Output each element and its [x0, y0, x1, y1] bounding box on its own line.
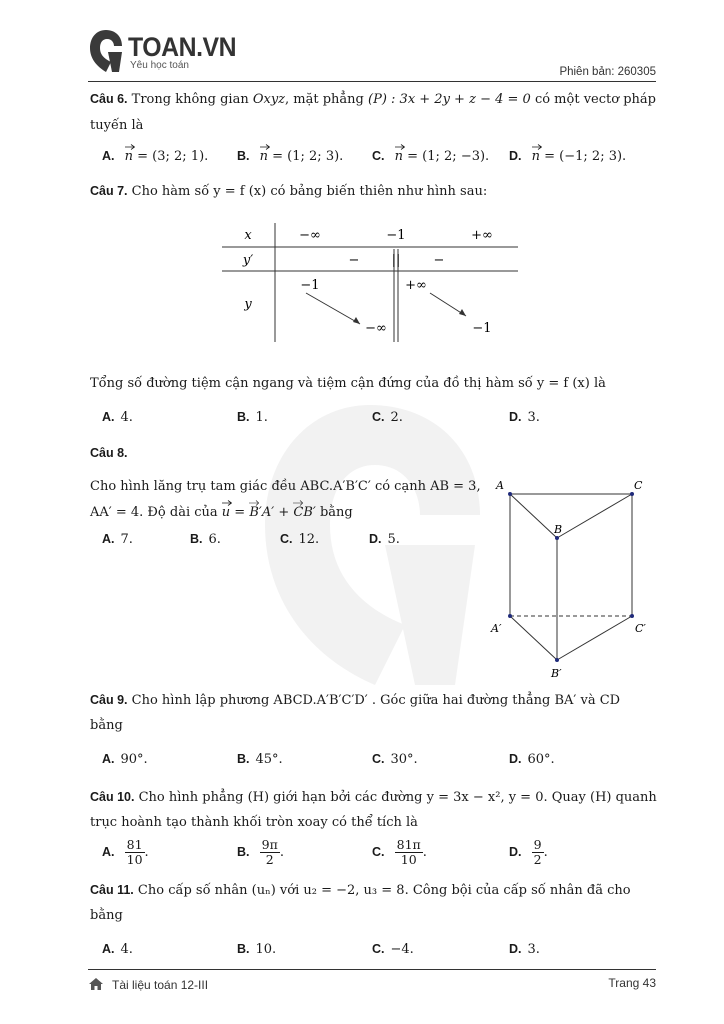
- table-x-value: +∞: [471, 228, 493, 243]
- label-C: C: [634, 479, 643, 492]
- q9-label: Câu 9.: [90, 693, 128, 707]
- vector-arrow-icon: [293, 500, 303, 506]
- q10-option-d[interactable]: D. $\frac{9}{2}$ .: [509, 837, 548, 867]
- q9-option-c[interactable]: C. 30°.: [372, 752, 418, 767]
- label-B: B: [554, 523, 563, 536]
- table-y-value: +∞: [405, 278, 427, 293]
- q7-option-a[interactable]: A. 4.: [102, 410, 133, 425]
- q7-option-b[interactable]: B. 1.: [237, 410, 268, 425]
- vertex-B1: [555, 658, 559, 662]
- q10-option-c[interactable]: C. $\frac{81\pi}{10}$ .: [372, 837, 427, 867]
- q11-option-c[interactable]: C. −4.: [372, 942, 414, 957]
- q10-line1: Câu 10. Cho hình phẳng (H) giới hạn bởi các đường y = 3x − x², y = 0. Quay (H) quanh: [90, 790, 657, 805]
- q10-option-b[interactable]: B. $\frac{9\pi}{2}$ .: [237, 837, 284, 867]
- q9-option-b[interactable]: B. 45°.: [237, 752, 283, 767]
- page-number: Trang 43: [608, 976, 656, 990]
- table-y-label: y: [244, 297, 252, 312]
- label-B1: B′: [551, 667, 562, 680]
- table-sign: ||: [391, 253, 401, 268]
- q7-option-d[interactable]: D. 3.: [509, 410, 540, 425]
- edge-C1B1: [557, 616, 632, 660]
- q6-option-a[interactable]: A. n = (3; 2; 1).: [102, 149, 208, 164]
- vertex-C: [630, 492, 634, 496]
- q11-option-b[interactable]: B. 10.: [237, 942, 277, 957]
- q9-line1: Câu 9. Cho hình lập phương ABCD.A′B′C′D′ . Góc giữa hai đường thẳng BA′ và CD: [90, 693, 621, 708]
- q8-label: Câu 8.: [90, 446, 128, 460]
- fraction: $\frac{9}{2}$: [533, 837, 542, 867]
- vertex-A1: [508, 614, 512, 618]
- q8-option-a[interactable]: A. 7.: [102, 532, 133, 547]
- table-y-value: −1: [300, 278, 320, 293]
- home-icon[interactable]: [88, 977, 104, 991]
- label-C1: C′: [635, 622, 646, 635]
- vector-arrow-icon: [222, 500, 232, 506]
- vector-arrow-icon: [260, 144, 270, 150]
- arrow-head: [353, 317, 360, 324]
- q7-label: Câu 7.: [90, 184, 128, 198]
- table-x-value: −∞: [299, 228, 321, 243]
- footer-rule: [88, 969, 656, 970]
- vertex-A: [508, 492, 512, 496]
- fraction: $\frac{81}{10}$: [126, 837, 143, 867]
- q10-option-a[interactable]: A. $\frac{81}{10}$ .: [102, 837, 149, 867]
- q11-option-a[interactable]: A. 4.: [102, 942, 133, 957]
- edge-AB: [510, 494, 557, 538]
- table-y-value: −∞: [365, 321, 387, 336]
- logo-tagline: Yêu học toán: [130, 60, 189, 71]
- edge-A1B1: [510, 616, 557, 660]
- header-rule: [88, 81, 656, 82]
- prism-figure: [488, 478, 658, 684]
- q7-question: Tổng số đường tiệm cận ngang và tiệm cận đứng của đồ thị hàm số y = f (x) là: [90, 376, 606, 391]
- q9-option-a[interactable]: A. 90°.: [102, 752, 148, 767]
- table-y-value: −1: [472, 321, 492, 336]
- q8-option-b[interactable]: B. 6.: [190, 532, 221, 547]
- q6-line1: Câu 6. Trong không gian Oxyz, mặt phẳng (P) : 3x + 2y + z − 4 = 0 có một vectơ pháp: [90, 92, 656, 107]
- q6-option-d[interactable]: D. n = (−1; 2; 3).: [509, 149, 626, 164]
- label-A1: A′: [491, 622, 502, 635]
- logo-text: TOAN.VN: [128, 32, 237, 62]
- q6-label: Câu 6.: [90, 92, 128, 106]
- vertex-C1: [630, 614, 634, 618]
- q8-line1: Cho hình lăng trụ tam giác đều ABC.A′B′C′ có cạnh AB = 3,: [90, 479, 481, 494]
- q8-label-line: [90, 446, 128, 461]
- vector-arrow-icon: [532, 144, 542, 150]
- q11-label: Câu 11.: [90, 883, 134, 897]
- q9-line2: bằng: [90, 718, 123, 733]
- vector-arrow-icon: [249, 500, 259, 506]
- arrow-head: [459, 309, 466, 316]
- logo-mark-icon: [88, 28, 124, 74]
- footer-title: Tài liệu toán 12-III: [112, 978, 209, 992]
- label-A: A: [496, 479, 504, 492]
- table-yp-label: y′: [242, 253, 254, 268]
- edge-CB: [557, 494, 632, 538]
- fraction: $\frac{81\pi}{10}$: [396, 837, 421, 867]
- fraction: $\frac{9\pi}{2}$: [261, 837, 278, 867]
- q6-line2: tuyến là: [90, 118, 144, 133]
- table-x-value: −1: [386, 228, 406, 243]
- q6-option-c[interactable]: C. n = (1; 2; −3).: [372, 149, 489, 164]
- table-x-label: x: [244, 228, 252, 243]
- q9-option-d[interactable]: D. 60°.: [509, 752, 555, 767]
- vertex-B: [555, 536, 559, 540]
- q10-label: Câu 10.: [90, 790, 135, 804]
- vector-arrow-icon: [395, 144, 405, 150]
- table-sign: −: [433, 253, 445, 268]
- q11-option-d[interactable]: D. 3.: [509, 942, 540, 957]
- brand-logo[interactable]: [88, 28, 248, 78]
- q8-line2: AA′ = 4. Độ dài của u = B′A′ + CB′ bằng: [90, 505, 353, 520]
- q7-line1: Câu 7. Cho hàm số y = f (x) có bảng biến thiên như hình sau:: [90, 184, 488, 199]
- q11-line1: Câu 11. Cho cấp số nhân (uₙ) với u₂ = −2, u₃ = 8. Công bội của cấp số nhân đã cho: [90, 883, 631, 898]
- q11-line2: bằng: [90, 908, 123, 923]
- q8-option-d[interactable]: D. 5.: [369, 532, 400, 547]
- decreasing-arrow-icon: [306, 293, 360, 324]
- q7-option-c[interactable]: C. 2.: [372, 410, 403, 425]
- q8-option-c[interactable]: C. 12.: [280, 532, 320, 547]
- variation-table: [222, 218, 522, 348]
- q10-line2: trục hoành tạo thành khối tròn xoay có thể tích là: [90, 815, 418, 830]
- table-sign: −: [348, 253, 360, 268]
- version-label: Phiên bản: 260305: [559, 66, 656, 78]
- vector-arrow-icon: [125, 144, 135, 150]
- q6-option-b[interactable]: B. n = (1; 2; 3).: [237, 149, 343, 164]
